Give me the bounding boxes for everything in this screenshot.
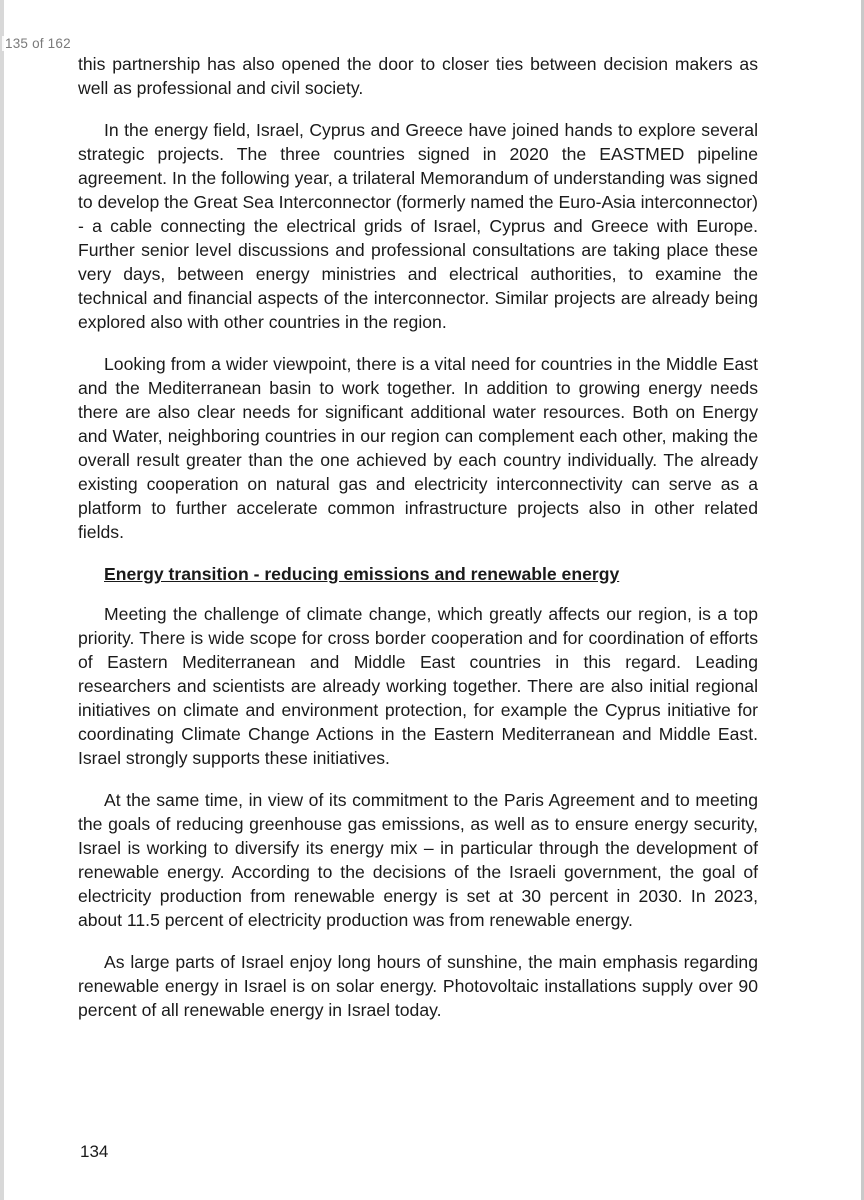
paragraph: As large parts of Israel enjoy long hours of sunshine, the main emphasis regarding renewable energy in Israel is on solar energy. Photovoltaic installations supply over 90 percent of all renewable energy in Israel today. — [78, 952, 758, 1020]
document-body — [78, 52, 758, 1040]
paragraph: this partnership has also opened the door to closer ties between decision makers as well as professional and civil society. — [78, 54, 758, 98]
paragraph: At the same time, in view of its commitment to the Paris Agreement and to meeting the goals of reducing greenhouse gas emissions, as well as to ensure energy security, Israel is working to diversify its energy mix – in particular through the development of renewable energy. According to the decisions of the Israeli government, the goal of electricity production from renewable energy is set at 30 percent in 2030. In 2023, about 11.5 percent of electricity production was from renewable energy. — [78, 790, 758, 930]
section-heading: Energy transition - reducing emissions and renewable energy — [104, 564, 620, 584]
paragraph: Meeting the challenge of climate change, which greatly affects our region, is a top priority. There is wide scope for cross border cooperation and for coordination of efforts of Eastern Mediterranean and Middle East countries in this regard. Leading researchers and scientists are already working together. There are also initial regional initiatives on climate and environment protection, for example the Cyprus initiative for coordinating Climate Change Actions in the Eastern Mediterranean and Middle East. Israel strongly supports these initiatives. — [78, 604, 758, 768]
page-left-edge — [0, 0, 4, 1200]
page-number: 134 — [80, 1142, 109, 1161]
paragraph: In the energy field, Israel, Cyprus and Greece have joined hands to explore several strategic projects. The three countries signed in 2020 the EASTMED pipeline agreement. In the following year, a trilateral Memorandum of understanding was signed to develop the Great Sea Interconnector (formerly named the Euro-Asia interconnector) - a cable connecting the electrical grids of Israel, Cyprus and Greece with Europe. Further senior level discussions and professional consultations are taking place these very days, between energy ministries and electrical authorities, to examine the technical and financial aspects of the interconnector. Similar projects are already being explored also with other countries in the region. — [78, 120, 758, 332]
paragraph: Looking from a wider viewpoint, there is a vital need for countries in the Middle East and the Mediterranean basin to work together. In addition to growing energy needs there are also clear needs for significant additional water resources. Both on Energy and Water, neighboring countries in our region can complement each other, making the overall result greater than the one achieved by each country individually. The already existing cooperation on natural gas and electricity interconnectivity can serve as a platform to further accelerate common infrastructure projects also in other related fields. — [78, 354, 758, 542]
page-counter: 135 of 162 — [2, 36, 74, 51]
